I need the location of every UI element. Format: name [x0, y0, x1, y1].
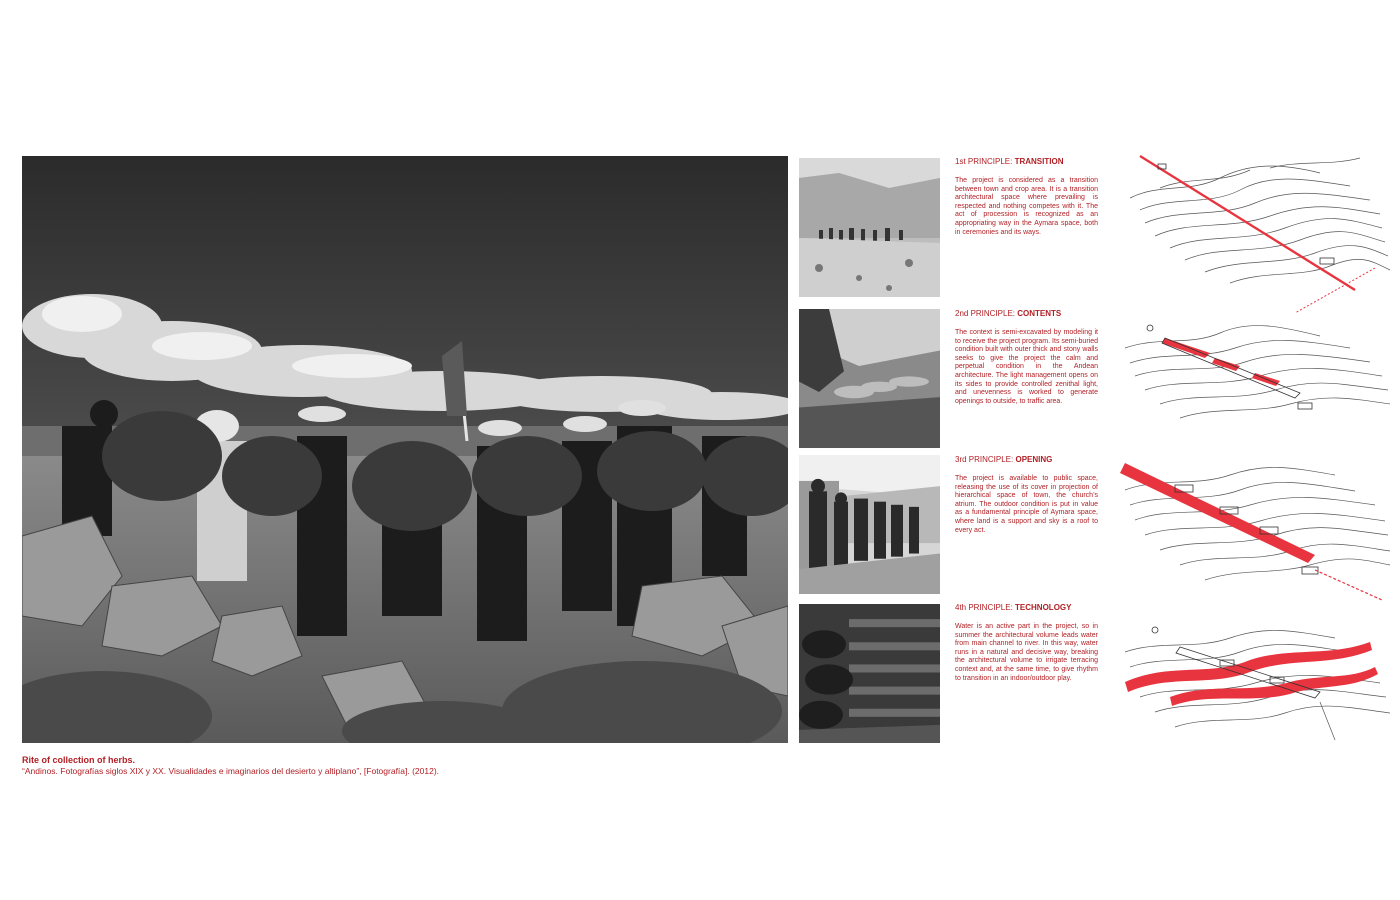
- diagram-opening: [1120, 455, 1392, 605]
- principle-heading: 3rd PRINCIPLE: OPENING: [955, 455, 1053, 464]
- photo-caption: [22, 755, 782, 777]
- diagram-contents: [1120, 318, 1392, 430]
- thumbnail-photo-transition: [799, 158, 940, 297]
- principle-description: The project is available to public space, releasing the use of its cover in projection of hierarchical space of town, the church’s atrium. The outdoor condition is put in value as a fundamental principle of Aymara space, where land is a support and sky is a roof to every act.: [955, 475, 1098, 534]
- principle-transition: [955, 157, 1098, 237]
- hero-photo-herb-ritual: [22, 156, 788, 743]
- diagram-transition: [1120, 148, 1392, 320]
- principle-contents: [955, 309, 1098, 406]
- principle-description: The project is considered as a transition between town and crop area. It is a transition architectural space where prevailing is respected and nothing competes with it. The act of procession is recognized as an appropriating way in the Aymara space, both in ceremonies and its ways.: [955, 177, 1098, 236]
- caption-source: “Andinos. Fotografías siglos XIX y XX. Visualidades e imaginarios del desierto y altiplano”, [Fotografía]. (2012).: [22, 766, 440, 776]
- principle-technology: [955, 603, 1098, 683]
- caption-title: Rite of collection of herbs.: [22, 755, 136, 765]
- thumbnail-photo-technology: [799, 604, 940, 743]
- principle-heading: 2nd PRINCIPLE: CONTENTS: [955, 309, 1062, 318]
- principle-opening: [955, 455, 1098, 535]
- principle-description: The context is semi-excavated by modeling it to receive the project program. Its semi-buried condition built with outer thick and stony walls seeks to give the project the calm and perpetual condition in the Andean architecture. The light management opens on its sides to provide controlled zenithal light, and unevenness is worked to generate openings to outside, to traffic area.: [955, 329, 1098, 405]
- thumbnail-photo-contents: [799, 309, 940, 448]
- principle-heading: 4th PRINCIPLE: TECHNOLOGY: [955, 603, 1072, 612]
- thumbnail-photo-opening: [799, 455, 940, 594]
- principle-description: Water is an active part in the project, so in summer the architectural volume leads water from main channel to river. In this way, water runs in a natural and decisive way, breaking the architectural volume to irrigate terracing context and, at the same time, to give rhythm to transition in an indoor/outdoor play.: [955, 623, 1098, 682]
- principle-heading: 1st PRINCIPLE: TRANSITION: [955, 157, 1064, 166]
- diagram-technology: [1120, 622, 1392, 752]
